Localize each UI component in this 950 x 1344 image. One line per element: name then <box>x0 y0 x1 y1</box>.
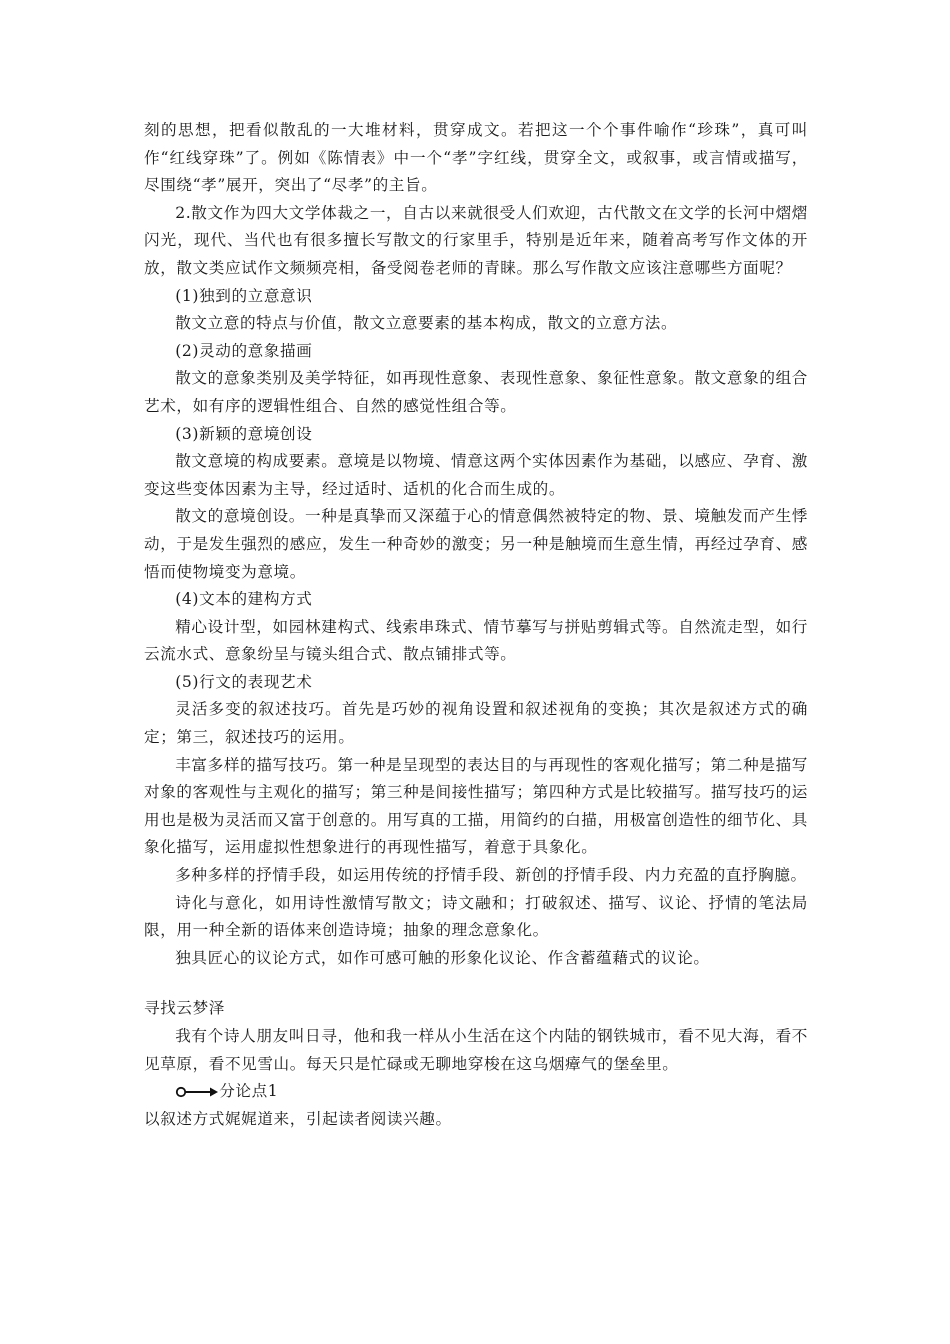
heading-item-1: (1)独到的立意意识 <box>175 286 313 305</box>
paragraph-item-1: 散文立意的特点与价值，散文立意要素的基本构成，散文的立意方法。 <box>175 314 678 333</box>
heading-item-5: (5)行文的表现艺术 <box>175 672 313 691</box>
heading-item-2: (2)灵动的意象描画 <box>175 341 313 360</box>
heading-item-4: (4)文本的建构方式 <box>175 590 313 609</box>
paragraph-item-3b: 散文的意境创设。一种是真挚而又深蕴于心的情意偶然被特定的物、景、境触发而产生悸动，于是发生强烈的感应，发生一种奇妙的激变；另一种是触境而生意生情，再经过孕育、感悟而使物境变为意境。 <box>144 507 808 581</box>
heading-item-3: (3)新颖的意境创设 <box>175 424 313 443</box>
document-page <box>144 117 808 1133</box>
paragraph-item-5c: 多种多样的抒情手段，如运用传统的抒情手段、新创的抒情手段、内力充盈的直抒胸臆。 <box>175 866 807 885</box>
paragraph-item-3a: 散文意境的构成要素。意境是以物境、情意这两个实体因素作为基础，以感应、孕育、激变这些变体因素为主导，经过适时、适机的化合而生成的。 <box>144 452 808 498</box>
paragraph-item-5d: 诗化与意化，如用诗性激情写散文；诗文融和；打破叙述、描写、议论、抒情的笔法局限，用一种全新的语体来创造诗境；抽象的理念意象化。 <box>144 893 808 940</box>
annotation-comment: 以叙述方式娓娓道来，引起读者阅读兴趣。 <box>144 1109 452 1128</box>
essay-title: 寻找云梦泽 <box>144 999 225 1018</box>
paragraph-item-5b: 丰富多样的描写技巧。第一种是呈现型的表达目的与再现性的客观化描写；第二种是描写对象的客观性与主观化的描写；第三种是间接性描写；第四种方式是比较描写。描写技巧的运用也是极为灵活而又富于创意的。用写真的工描，用简约的白描，用极富创造性的细节化、具象化描写，运用虚拟性想象进行的再现性描写，着意于具象化。 <box>144 755 808 857</box>
paragraph-point-2: 2.散文作为四大文学体裁之一，自古以来就很受人们欢迎，古代散文在文学的长河中熠熠闪光，现代、当代也有很多擅长写散文的行家里手，特别是近年来，随着高考写作文体的开放，散文类应试作文频频亮相，备受阅卷老师的青睐。那么写作散文应该注意哪些方面呢？ <box>144 203 808 277</box>
sub-argument-marker <box>144 1078 808 1106</box>
paragraph-item-2: 散文的意象类别及美学特征，如再现性意象、表现性意象、象征性意象。散文意象的组合艺术，如有序的逻辑性组合、自然的感觉性组合等。 <box>144 369 808 415</box>
paragraph-item-4: 精心设计型，如园林建构式、线索串珠式、情节摹写与拼贴剪辑式等。自然流走型，如行云流水式、意象纷呈与镜头组合式、散点铺排式等。 <box>144 617 808 664</box>
paragraph-continuation: 刻的思想，把看似散乱的一大堆材料，贯穿成文。若把这一个个事件喻作“珍珠”，真可叫作“红线穿珠”了。例如《陈情表》中一个“孝”字红线，贯穿全文，或叙事，或言情或描写，尽围绕“孝”展开，突出了“尽孝”的主旨。 <box>144 121 808 195</box>
sub-argument-label: 分论点1 <box>219 1082 279 1101</box>
essay-opening-paragraph: 我有个诗人朋友叫日寻，他和我一样从小生活在这个内陆的钢铁城市，看不见大海，看不见草原，看不见雪山。每天只是忙碌或无聊地穿梭在这乌烟瘴气的堡垒里。 <box>144 1027 808 1073</box>
paragraph-item-5a: 灵活多变的叙述技巧。首先是巧妙的视角设置和叙述视角的变换；其次是叙述方式的确定；第三，叙述技巧的运用。 <box>144 700 808 747</box>
paragraph-item-5e: 独具匠心的议论方式，如作可感可触的形象化议论、作含蓄蕴藉式的议论。 <box>175 948 710 967</box>
circle-arrow-icon <box>175 1085 219 1099</box>
